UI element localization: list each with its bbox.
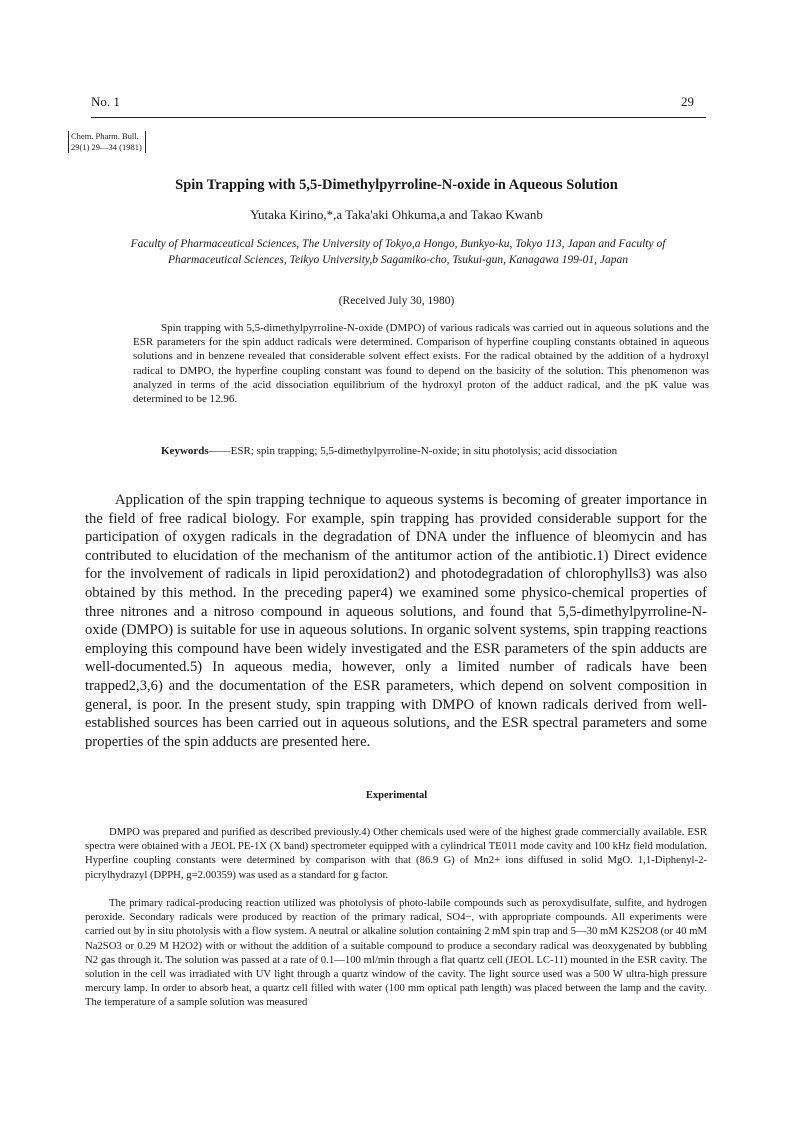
article-affiliation: Faculty of Pharmaceutical Sciences, The University of Tokyo,a Hongo, Bunkyo-ku, Tokyo 113, Japan and Faculty of Pharmaceutical Sciences, Teikyo University,b Sagamiko-cho, Tsukui-gun, Kanagawa 199-01, Japan: [130, 238, 666, 266]
experimental-paragraph-1: DMPO was prepared and purified as described previously.4) Other chemicals used were of the highest grade commercially available. ESR spectra were obtained with a JEOL PE-1X (X band) spectrometer equipped with a cylindrical TE011 mode cavity and 100 kHz field modulation. Hyperfine coupling constants were determined by comparison with that (86.9 G) of Mn2+ ions diffused in solid MgO. 1,1-Diphenyl-2-picrylhydrazyl (DPPH, g=2.00359) was used as a standard for g factor.: [85, 826, 707, 881]
received-date: (Received July 30, 1980): [338, 295, 455, 307]
journal-citation: [68, 131, 146, 153]
citation-volume: 29(1) 29—34 (1981): [71, 142, 142, 152]
abstract: Spin trapping with 5,5-dimethylpyrroline-N-oxide (DMPO) of various radicals was carried out in aqueous solutions and the ESR parameters for the spin adduct radicals were determined. Comparison of hyperfine coupling constants obtained in aqueous solutions and in benzene revealed that considerable solvent effect exists. For the radical obtained by the addition of a hydroxyl radical to DMPO, the hyperfine coupling constant was found to depend on the basicity of the solution. This phenomenon was analyzed in terms of the acid dissociation equilibrium of the hydroxyl proton of the adduct radical, and the pK value was determined to be 12.96.: [133, 322, 709, 406]
header-rule: [91, 117, 706, 118]
keywords-list: ——ESR; spin trapping; 5,5-dimethylpyrroline-N-oxide; in situ photolysis; acid dissociation: [208, 445, 618, 457]
journal-issue: No. 1: [91, 94, 120, 109]
section-heading-experimental: Experimental: [365, 790, 428, 801]
keywords: [133, 444, 709, 458]
page-number: 29: [681, 94, 694, 109]
keywords-label: Keywords: [161, 445, 209, 457]
article-title: Spin Trapping with 5,5-Dimethylpyrroline-N-oxide in Aqueous Solution: [175, 177, 618, 193]
citation-journal: Chem. Pharm. Bull.: [71, 131, 139, 141]
article-authors: Yutaka Kirino,*,a Taka'aki Ohkuma,a and Takao Kwanb: [250, 207, 543, 222]
introduction-paragraph: Application of the spin trapping technique to aqueous systems is becoming of greater importance in the field of free radical biology. For example, spin trapping has provided considerable support for the participation of oxygen radicals in the degradation of DNA under the influence of bleomycin and has contributed to elucidation of the mechanism of the antitumor action of the antibiotic.1) Direct evidence for the involvement of radicals in lipid peroxidation2) and photodegradation of chlorophylls3) was also obtained by this method. In the preceding paper4) we examined some physico-chemical properties of three nitrones and a nitroso compound in aqueous solutions, and found that 5,5-dimethylpyrroline-N-oxide (DMPO) is suitable for use in aqueous solutions. In organic solvent systems, spin trapping reactions employing this compound have been widely investigated and the ESR parameters of the spin adducts are well-documented.5) In aqueous media, however, only a limited number of radicals have been trapped2,3,6) and the documentation of the ESR parameters, which depend on solvent composition in general, is poor. In the present study, spin trapping with DMPO of known radicals derived from well-established sources has been carried out in aqueous solutions, and the ESR spectral parameters and some properties of the spin adducts are presented here.: [85, 492, 707, 750]
experimental-paragraph-2: The primary radical-producing reaction utilized was photolysis of photo-labile compounds such as peroxydisulfate, sulfite, and hydrogen peroxide. Secondary radicals were produced by reaction of the primary radical, SO4−, with appropriate compounds. All experiments were carried out by in situ photolysis with a flow system. A neutral or alkaline solution containing 2 mM spin trap and 5—30 mM K2S2O8 (or 40 mM Na2SO3 or 0.29 M H2O2) with or without the addition of a suitable compound to produce a secondary radical was deoxygenated by bubbling N2 gas through it. The solution was passed at a rate of 0.1—100 ml/min through a flat quartz cell (JEOL LC-11) mounted in the ESR cavity. The solution in the cell was irradiated with UV light through a quartz window of the cavity. The light source used was a 500 W ultra-high pressure mercury lamp. In order to absorb heat, a quartz cell filled with water (100 mm optical path length) was placed between the lamp and the cavity. The temperature of a sample solution was measured: [85, 897, 707, 1009]
